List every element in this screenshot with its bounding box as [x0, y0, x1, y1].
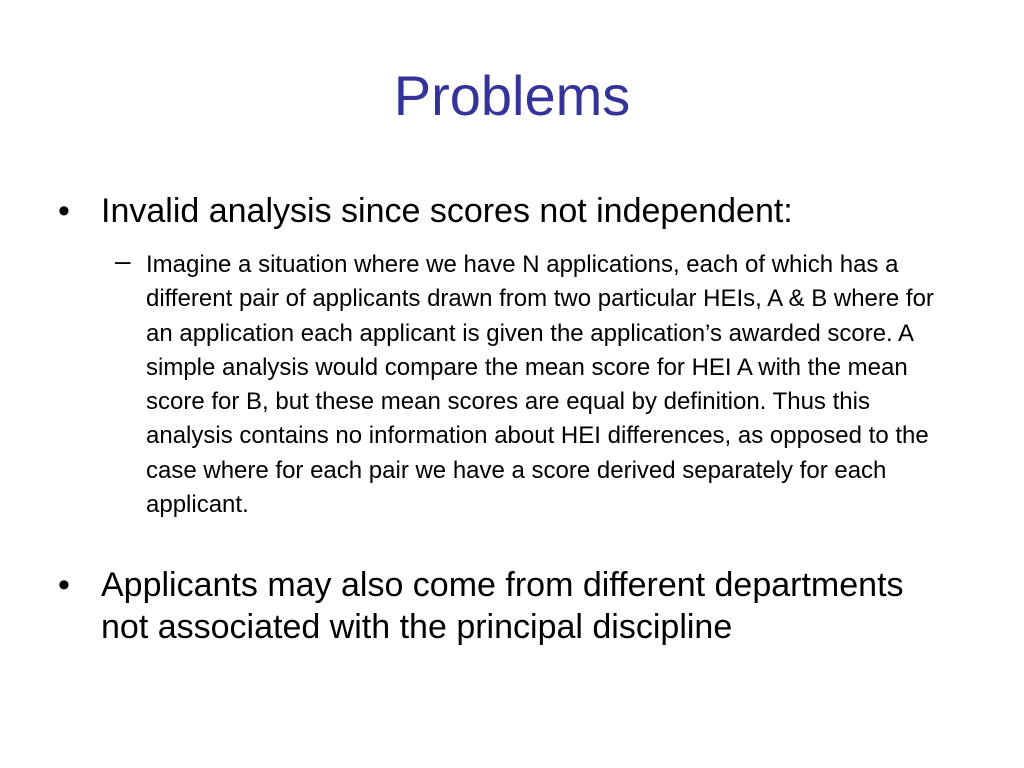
bullet-marker: •: [58, 192, 70, 230]
sub-bullet-text: Imagine a situation where we have N applications, each of which has a different pair of applicants drawn from two particular HEIs, A & B where for an application each applicant is given the application’s awarded score. A simple analysis would compare the mean score for HEI A with the mean score for B, but these mean scores are equal by definition. Thus this analysis contains no information about HEI differences, as opposed to the case where for each pair we have a score derived separately for each applicant.: [146, 251, 934, 519]
dash-marker: –: [115, 245, 131, 276]
bullet-marker: •: [58, 566, 70, 604]
slide-title: Problems: [393, 64, 631, 127]
bullet-text: Applicants may also come from different departments not associated with the principal discipline: [101, 566, 904, 646]
bullet-text: Invalid analysis since scores not independent:: [101, 192, 793, 230]
